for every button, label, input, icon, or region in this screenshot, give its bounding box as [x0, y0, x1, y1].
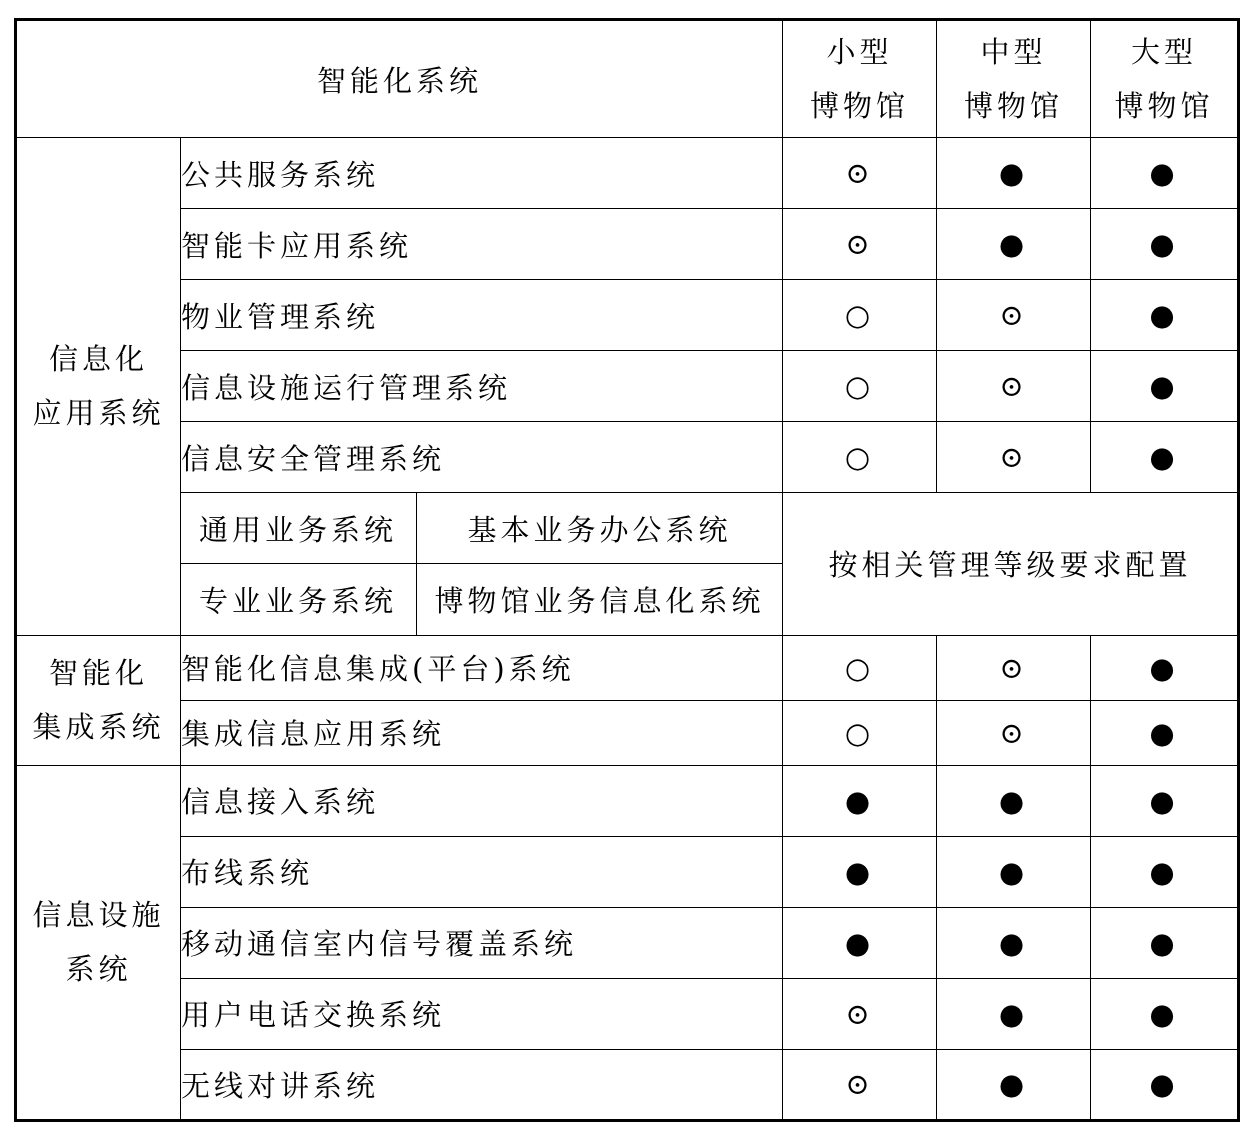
mark-large: ●: [1091, 209, 1239, 280]
sub-category: 通用业务系统: [181, 493, 417, 564]
mark-large: ●: [1091, 700, 1239, 765]
mark-large: ●: [1091, 765, 1239, 836]
mark-small: ○: [783, 351, 937, 422]
table-row: [16, 351, 1239, 422]
mark-large: ●: [1091, 978, 1239, 1049]
table-row: [16, 978, 1239, 1049]
header-medium-museum: 中型 博物馆: [937, 20, 1091, 138]
system-name: 移动通信室内信号覆盖系统: [181, 907, 783, 978]
header-row: [16, 20, 1239, 138]
mark-medium: ●: [937, 978, 1091, 1049]
table-row: [16, 700, 1239, 765]
system-name: 物业管理系统: [181, 280, 783, 351]
mark-small: ●: [783, 836, 937, 907]
table-row: [16, 907, 1239, 978]
mark-large: ●: [1091, 422, 1239, 493]
table-row: [16, 836, 1239, 907]
header-system: 智能化系统: [16, 20, 783, 138]
mark-medium: ⊙: [937, 351, 1091, 422]
header-small-museum: 小型 博物馆: [783, 20, 937, 138]
mark-large: ●: [1091, 907, 1239, 978]
group-label-info-app: 信息化 应用系统: [16, 138, 181, 635]
mark-medium: ●: [937, 836, 1091, 907]
group-label-info-facility: 信息设施 系统: [16, 765, 181, 1120]
mark-medium: ●: [937, 765, 1091, 836]
table-row: [16, 422, 1239, 493]
mark-medium: ●: [937, 209, 1091, 280]
mark-large: ●: [1091, 280, 1239, 351]
mark-small: ○: [783, 422, 937, 493]
mark-small: ○: [783, 635, 937, 700]
system-name: 集成信息应用系统: [181, 700, 783, 765]
system-name: 信息接入系统: [181, 765, 783, 836]
sub-system-name: 博物馆业务信息化系统: [417, 564, 783, 635]
system-name: 智能化信息集成(平台)系统: [181, 635, 783, 700]
table-row: [16, 138, 1239, 209]
mark-small: ⊙: [783, 138, 937, 209]
mark-large: ●: [1091, 635, 1239, 700]
mark-small: ⊙: [783, 209, 937, 280]
sub-category: 专业业务系统: [181, 564, 417, 635]
mark-large: ●: [1091, 1049, 1239, 1120]
sub-system-name: 基本业务办公系统: [417, 493, 783, 564]
table-row: [16, 635, 1239, 700]
mark-medium: ⊙: [937, 635, 1091, 700]
mark-medium: ⊙: [937, 700, 1091, 765]
system-name: 布线系统: [181, 836, 783, 907]
museum-intelligent-system-table: [14, 18, 1240, 1122]
mark-small: ○: [783, 280, 937, 351]
mark-medium: ⊙: [937, 422, 1091, 493]
mark-small: ●: [783, 765, 937, 836]
group-label-integration: 智能化 集成系统: [16, 635, 181, 765]
mark-medium: ⊙: [937, 280, 1091, 351]
header-large-museum: 大型 博物馆: [1091, 20, 1239, 138]
system-name: 信息安全管理系统: [181, 422, 783, 493]
mark-large: ●: [1091, 351, 1239, 422]
mark-small: ⊙: [783, 1049, 937, 1120]
mark-small: ⊙: [783, 978, 937, 1049]
system-name: 信息设施运行管理系统: [181, 351, 783, 422]
table-row: [16, 765, 1239, 836]
system-name: 智能卡应用系统: [181, 209, 783, 280]
table-row: [16, 209, 1239, 280]
mark-medium: ●: [937, 1049, 1091, 1120]
table-row: [16, 1049, 1239, 1120]
system-name: 用户电话交换系统: [181, 978, 783, 1049]
mark-medium: ●: [937, 907, 1091, 978]
table-row: [16, 493, 1239, 564]
config-note: 按相关管理等级要求配置: [783, 493, 1239, 635]
table-row: [16, 280, 1239, 351]
mark-small: ○: [783, 700, 937, 765]
mark-large: ●: [1091, 138, 1239, 209]
system-name: 无线对讲系统: [181, 1049, 783, 1120]
mark-large: ●: [1091, 836, 1239, 907]
mark-small: ●: [783, 907, 937, 978]
system-name: 公共服务系统: [181, 138, 783, 209]
mark-medium: ●: [937, 138, 1091, 209]
